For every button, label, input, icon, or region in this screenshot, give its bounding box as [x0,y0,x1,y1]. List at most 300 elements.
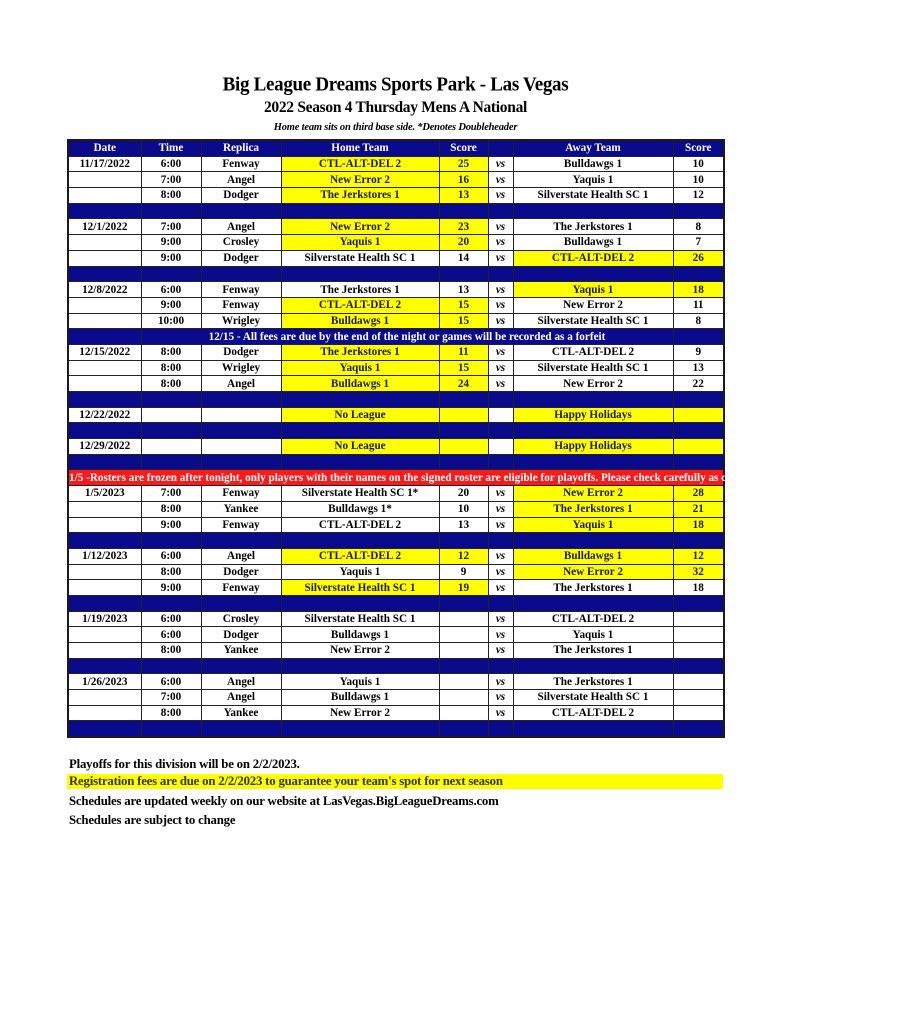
vs-label: vs [488,282,513,298]
separator-cell [439,595,488,611]
home-score: 24 [439,376,488,392]
home-score: 23 [439,219,488,235]
separator-cell [513,595,673,611]
game-time: 7:00 [141,486,201,502]
game-time: 7:00 [141,172,201,188]
away-team: Silverstate Health SC 1 [513,313,673,329]
separator-cell [68,454,141,470]
col-header-away-score: Score [673,140,724,156]
game-date [68,627,141,643]
separator-cell [439,266,488,282]
separator-cell [673,266,724,282]
col-header-home-team: Home Team [281,140,439,156]
game-time: 8:00 [141,344,201,360]
away-score: 11 [673,297,724,313]
vs-label: vs [488,313,513,329]
separator-cell [513,658,673,674]
vs-label: vs [488,690,513,706]
home-score [439,705,488,721]
separator-cell [673,392,724,408]
game-row [68,344,724,360]
game-row [68,313,724,329]
separator-cell [673,423,724,439]
game-date: 1/12/2023 [68,548,141,564]
game-replica-field: Fenway [201,486,281,502]
game-date [68,517,141,533]
separator-cell [439,423,488,439]
game-time: 6:00 [141,156,201,172]
separator-cell [673,203,724,219]
away-team: CTL-ALT-DEL 2 [513,705,673,721]
away-score: 10 [673,156,724,172]
separator-cell [68,423,141,439]
game-replica-field: Wrigley [201,360,281,376]
home-team: New Error 2 [281,172,439,188]
home-score: 20 [439,486,488,502]
game-replica-field: Dodger [201,188,281,204]
away-team: Yaquis 1 [513,282,673,298]
game-row [68,282,724,298]
separator-cell [141,423,201,439]
game-time: 9:00 [141,297,201,313]
footer-subject: Schedules are subject to change [69,813,236,827]
schedule-body [68,156,909,737]
home-team: New Error 2 [281,643,439,659]
vs-label: vs [488,297,513,313]
home-score: 15 [439,360,488,376]
game-date [68,360,141,376]
home-team: Yaquis 1 [281,564,439,580]
away-team: New Error 2 [513,297,673,313]
separator-cell [673,721,724,737]
separator-cell [488,203,513,219]
game-time [141,407,201,423]
game-row [68,705,724,721]
game-row [68,376,724,392]
game-replica-field: Yankee [201,643,281,659]
away-score: 18 [673,517,724,533]
separator-cell [488,658,513,674]
separator-cell [488,721,513,737]
away-team: The Jerkstores 1 [513,580,673,596]
game-time: 9:00 [141,250,201,266]
page-title: Big League Dreams Sports Park - Las Vegas [222,73,569,96]
separator-cell [281,266,439,282]
game-time: 8:00 [141,564,201,580]
separator-cell [439,533,488,549]
away-team: Bulldawgs 1 [513,548,673,564]
home-team: New Error 2 [281,219,439,235]
home-score: 15 [439,313,488,329]
vs-label: vs [488,501,513,517]
week-separator-row [68,423,724,439]
game-date [68,172,141,188]
home-team: Yaquis 1 [281,360,439,376]
game-replica-field: Angel [201,674,281,690]
separator-cell [141,392,201,408]
separator-cell [281,203,439,219]
away-score: 10 [673,172,724,188]
game-time: 6:00 [141,611,201,627]
away-score: 26 [673,250,724,266]
away-team: Yaquis 1 [513,627,673,643]
week-separator-row [68,595,724,611]
home-team: No League [281,407,439,423]
game-row [68,235,724,251]
separator-cell [281,392,439,408]
game-date: 12/22/2022 [68,407,141,423]
game-date: 1/26/2023 [68,674,141,690]
game-row [68,219,724,235]
footer-registration: Registration fees are due on 2/2/2023 to guarantee your team's spot for next season [67,774,723,789]
separator-cell [68,266,141,282]
footer-playoffs: Playoffs for this division will be on 2/2/2023. [69,757,300,771]
game-time: 8:00 [141,360,201,376]
separator-cell [513,533,673,549]
col-header-vs [488,140,513,156]
vs-label: vs [488,250,513,266]
separator-cell [201,423,281,439]
game-row [68,627,724,643]
game-replica-field: Fenway [201,517,281,533]
away-score [673,690,724,706]
vs-label: vs [488,627,513,643]
separator-cell [201,266,281,282]
vs-label: vs [488,235,513,251]
home-team: Bulldawgs 1 [281,690,439,706]
separator-cell [141,454,201,470]
separator-cell [513,454,673,470]
away-score: 7 [673,235,724,251]
home-score: 15 [439,297,488,313]
vs-label: vs [488,674,513,690]
game-date: 12/1/2022 [68,219,141,235]
away-team: The Jerkstores 1 [513,219,673,235]
separator-cell [68,533,141,549]
game-row [68,360,724,376]
away-score [673,627,724,643]
separator-cell [141,533,201,549]
home-team: Bulldawgs 1 [281,627,439,643]
home-team: CTL-ALT-DEL 2 [281,517,439,533]
fee-notice: 12/15 - All fees are due by the end of the night or games will be recorded as a forfeit [141,329,673,345]
game-time: 9:00 [141,580,201,596]
game-date: 1/5/2023 [68,486,141,502]
home-score: 13 [439,282,488,298]
vs-label: vs [488,611,513,627]
separator-cell [439,392,488,408]
separator-cell [488,266,513,282]
vs-label [488,407,513,423]
separator-cell [673,658,724,674]
away-score: 12 [673,188,724,204]
separator-cell [513,423,673,439]
vs-label: vs [488,517,513,533]
game-date [68,705,141,721]
separator-cell [68,595,141,611]
col-header-home-score: Score [439,140,488,156]
away-score [673,439,724,455]
game-replica-field [201,407,281,423]
game-time: 7:00 [141,219,201,235]
game-time: 6:00 [141,282,201,298]
separator-cell [513,203,673,219]
home-team: No League [281,439,439,455]
separator-cell [673,533,724,549]
home-score [439,611,488,627]
away-team: The Jerkstores 1 [513,674,673,690]
game-row [68,501,724,517]
away-team: Happy Holidays [513,439,673,455]
separator-cell [68,721,141,737]
game-date [68,188,141,204]
vs-label: vs [488,344,513,360]
home-score: 10 [439,501,488,517]
vs-label: vs [488,376,513,392]
separator-cell [281,721,439,737]
home-team: The Jerkstores 1 [281,344,439,360]
table-header-row [68,140,724,156]
game-time: 6:00 [141,548,201,564]
separator-cell [439,454,488,470]
week-separator-row [68,533,724,549]
away-team: Bulldawgs 1 [513,156,673,172]
separator-cell [488,454,513,470]
away-score [673,705,724,721]
away-team: Bulldawgs 1 [513,235,673,251]
game-time: 8:00 [141,501,201,517]
home-team: Silverstate Health SC 1 [281,250,439,266]
separator-cell [488,533,513,549]
home-score: 12 [439,548,488,564]
separator-cell [281,533,439,549]
home-team: Silverstate Health SC 1 [281,611,439,627]
home-team: Bulldawgs 1 [281,313,439,329]
game-row [68,580,724,596]
away-team: CTL-ALT-DEL 2 [513,250,673,266]
separator-cell [141,595,201,611]
vs-label: vs [488,580,513,596]
game-date [68,313,141,329]
vs-label: vs [488,564,513,580]
week-separator-row [68,454,724,470]
separator-cell [439,721,488,737]
separator-cell [141,721,201,737]
game-row [68,172,724,188]
game-date [68,690,141,706]
separator-cell [201,203,281,219]
game-date [68,250,141,266]
vs-label: vs [488,360,513,376]
game-replica-field [201,439,281,455]
separator-cell [488,595,513,611]
away-team: Silverstate Health SC 1 [513,690,673,706]
away-score: 18 [673,282,724,298]
away-team: New Error 2 [513,376,673,392]
away-team: CTL-ALT-DEL 2 [513,344,673,360]
separator-cell [513,721,673,737]
away-score: 22 [673,376,724,392]
col-header-date: Date [68,140,141,156]
notice-blank [68,329,141,345]
game-date [68,501,141,517]
home-score: 11 [439,344,488,360]
game-row [68,156,724,172]
away-team: Yaquis 1 [513,172,673,188]
separator-cell [68,392,141,408]
home-score: 14 [439,250,488,266]
game-row [68,486,724,502]
away-team: CTL-ALT-DEL 2 [513,611,673,627]
game-date: 12/8/2022 [68,282,141,298]
game-row [68,674,724,690]
away-score: 8 [673,313,724,329]
separator-cell [673,454,724,470]
away-score [673,611,724,627]
game-date: 11/17/2022 [68,156,141,172]
separator-cell [281,658,439,674]
separator-cell [281,454,439,470]
game-time: 9:00 [141,517,201,533]
game-replica-field: Dodger [201,627,281,643]
game-date [68,643,141,659]
separator-cell [68,203,141,219]
game-date [68,235,141,251]
away-score: 28 [673,486,724,502]
page-subtitle: 2022 Season 4 Thursday Mens A National [263,99,528,116]
game-date [68,564,141,580]
game-time: 8:00 [141,643,201,659]
separator-cell [201,392,281,408]
game-time: 9:00 [141,235,201,251]
away-team: New Error 2 [513,564,673,580]
game-date: 12/29/2022 [68,439,141,455]
away-score: 13 [673,360,724,376]
home-score: 25 [439,156,488,172]
game-time: 8:00 [141,376,201,392]
separator-cell [141,203,201,219]
game-replica-field: Fenway [201,282,281,298]
home-score: 13 [439,517,488,533]
separator-cell [488,392,513,408]
week-separator-row [68,658,724,674]
home-score: 9 [439,564,488,580]
game-replica-field: Angel [201,548,281,564]
game-replica-field: Angel [201,219,281,235]
col-header-away-team: Away Team [513,140,673,156]
game-date: 12/15/2022 [68,344,141,360]
separator-cell [439,658,488,674]
separator-cell [673,595,724,611]
schedule-note: Home team sits on third base side. *Denotes Doubleheader [273,122,518,133]
game-replica-field: Dodger [201,564,281,580]
game-time: 8:00 [141,705,201,721]
separator-cell [141,658,201,674]
game-row [68,690,724,706]
game-replica-field: Fenway [201,580,281,596]
home-team: New Error 2 [281,705,439,721]
home-score: 19 [439,580,488,596]
home-team: The Jerkstores 1 [281,188,439,204]
home-team: CTL-ALT-DEL 2 [281,156,439,172]
game-row [68,643,724,659]
away-team: Silverstate Health SC 1 [513,360,673,376]
home-team: Bulldawgs 1* [281,501,439,517]
home-score [439,674,488,690]
vs-label: vs [488,486,513,502]
away-score: 21 [673,501,724,517]
game-time: 6:00 [141,627,201,643]
separator-cell [141,266,201,282]
separator-cell [281,595,439,611]
game-replica-field: Fenway [201,156,281,172]
game-row [68,564,724,580]
roster-alert-row [68,470,724,486]
game-date [68,297,141,313]
vs-label: vs [488,705,513,721]
vs-label: vs [488,219,513,235]
game-replica-field: Yankee [201,501,281,517]
home-team: The Jerkstores 1 [281,282,439,298]
home-score: 13 [439,188,488,204]
roster-freeze-alert: 1/5 -Rosters are frozen after tonight, only players with their names on the signed roster are eligible for playoffs. Please check carefully as changes will not be made for omissions. [69,471,909,484]
away-score: 8 [673,219,724,235]
game-date: 1/19/2023 [68,611,141,627]
home-team: Bulldawgs 1 [281,376,439,392]
away-team: New Error 2 [513,486,673,502]
away-team: The Jerkstores 1 [513,643,673,659]
game-replica-field: Yankee [201,705,281,721]
col-header-replica: Replica [201,140,281,156]
game-replica-field: Dodger [201,344,281,360]
away-score: 18 [673,580,724,596]
game-time [141,439,201,455]
game-row [68,439,724,455]
game-replica-field: Fenway [201,297,281,313]
game-row [68,407,724,423]
game-time: 8:00 [141,188,201,204]
game-replica-field: Crosley [201,611,281,627]
game-replica-field: Crosley [201,235,281,251]
home-team: CTL-ALT-DEL 2 [281,548,439,564]
footer-website: Schedules are updated weekly on our website at LasVegas.BigLeagueDreams.com [69,794,499,808]
game-replica-field: Wrigley [201,313,281,329]
game-time: 6:00 [141,674,201,690]
home-score [439,627,488,643]
col-header-time: Time [141,140,201,156]
vs-label: vs [488,156,513,172]
separator-cell [201,658,281,674]
home-score: 20 [439,235,488,251]
home-score [439,439,488,455]
away-score [673,674,724,690]
away-team: Happy Holidays [513,407,673,423]
game-replica-field: Dodger [201,250,281,266]
week-separator-row [68,203,724,219]
game-time: 10:00 [141,313,201,329]
home-score: 16 [439,172,488,188]
vs-label: vs [488,643,513,659]
away-score: 12 [673,548,724,564]
vs-label [488,439,513,455]
home-team: Silverstate Health SC 1* [281,486,439,502]
separator-cell [201,595,281,611]
separator-cell [201,721,281,737]
vs-label: vs [488,188,513,204]
home-score [439,690,488,706]
game-row [68,297,724,313]
game-replica-field: Angel [201,376,281,392]
